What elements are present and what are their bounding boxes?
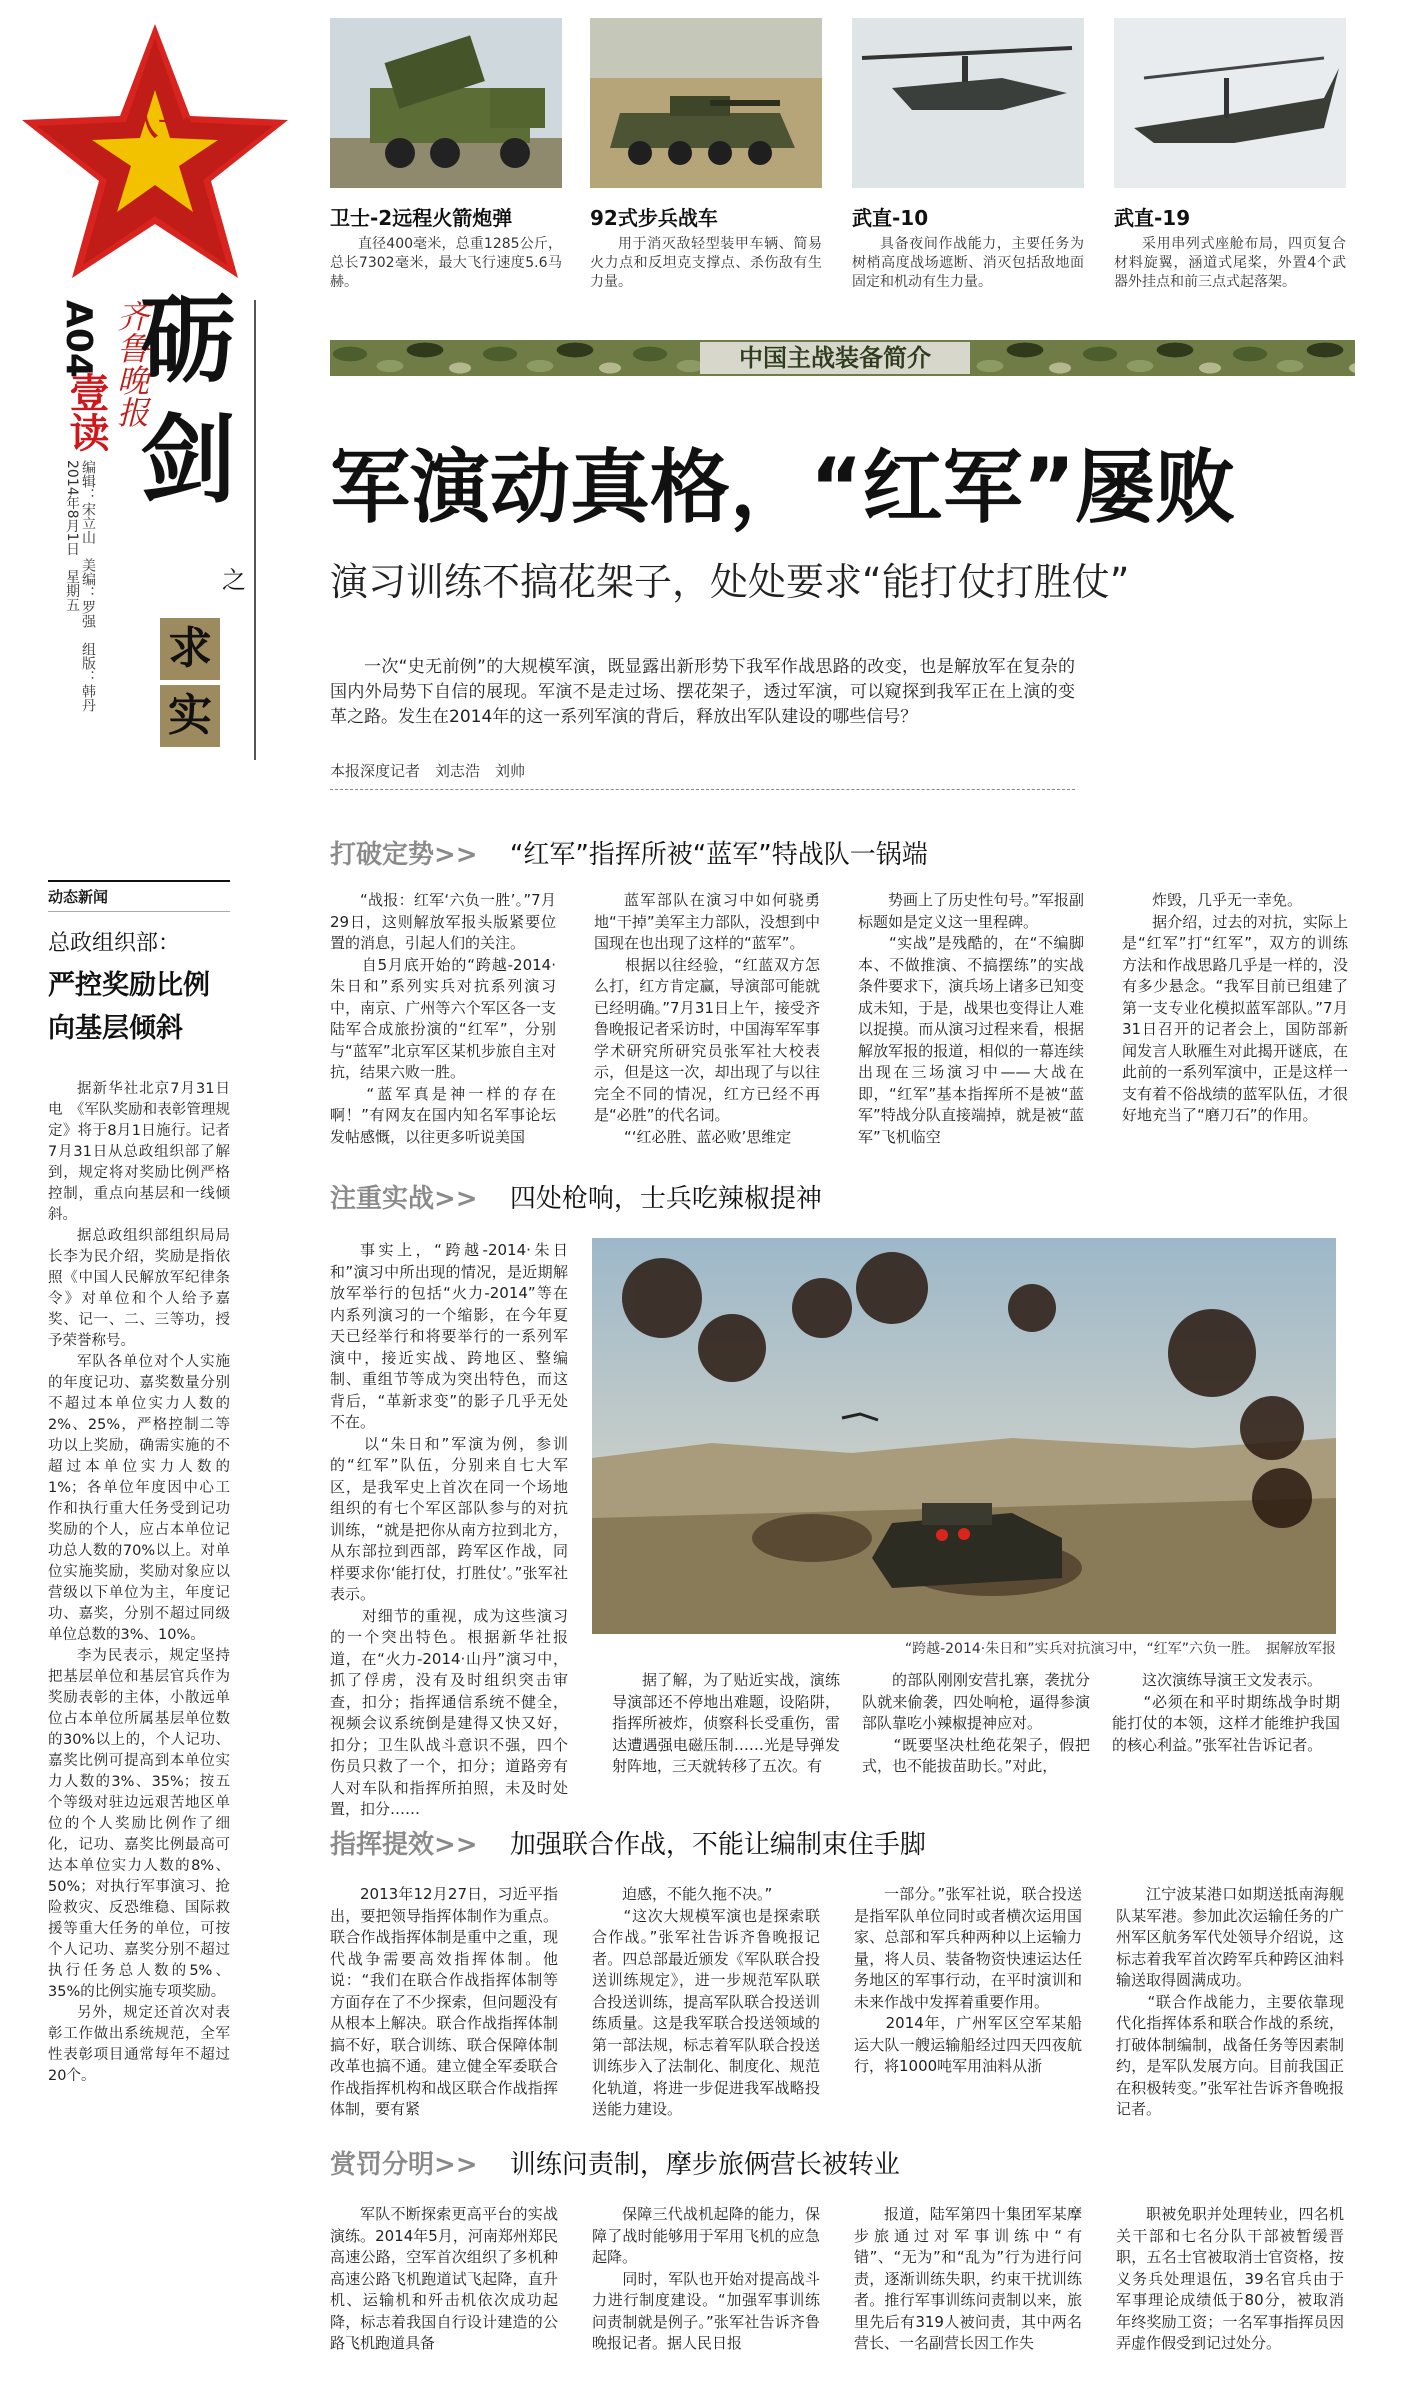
- camo-banner-label: 中国主战装备简介: [700, 342, 970, 374]
- infantry-vehicle-photo: [590, 18, 822, 188]
- equipment-desc: 采用串列式座舱布局，四页复合材料旋翼，涵道式尾桨，外置4个武器外挂点和前三点式起落架。: [1114, 236, 1346, 290]
- masthead: [0, 0, 270, 800]
- headline: 军演动真格，“红军”屡败: [330, 441, 1236, 534]
- section-kicker: 注重实战>>: [330, 1184, 478, 1214]
- section-kicker: 指挥提效>>: [330, 1830, 478, 1860]
- helicopter-wz19-photo: [1114, 18, 1346, 188]
- article-column: 江宁波某港口如期送抵南海舰队某军港。参加此次运输任务的广州军区航务军代处领导介绍说，这标志着我军首次跨军兵种跨区油料输送取得圆满成功。 “联合作战能力，主要依靠现代化指挥体系和联合作战的系统，打破体制编制，战备任务等因素制约，是军队发展方向。目前我国正在积极转变。”张军社告诉齐鲁晚报记者。: [1116, 1885, 1344, 2118]
- column-title-1: 砺: [140, 283, 236, 396]
- masthead-rule: [254, 300, 256, 760]
- article-column: 职被免职并处理转业，四名机关干部和七名分队干部被暂缓晋职，五名士官被取消士官资格，按义务兵处理退伍，39名官兵由于军事理论成绩低于80分，被取消年终奖励工资；一名军事指挥员因弄虚作假受到记过处分。: [1116, 2205, 1344, 2352]
- equipment-title: 武直-19: [1114, 206, 1191, 230]
- article-column: 的部队刚刚安营扎寨，袭扰分队就来偷袭，四处响枪，逼得参演部队靠吃小辣椒提神应对。 “既要坚决杜绝花架子，假把式，也不能拔苗助长。”对此，: [862, 1671, 1090, 1775]
- sidebar-news: [48, 880, 230, 2087]
- sidebar-paragraph: 据新华社北京7月31日电 《军队奖励和表彰管理规定》将于8月1日施行。记者7月31日从总政组织部了解到，规定将对奖励比例严格控制，重点向基层和一线倾斜。: [48, 1081, 230, 1223]
- star-emblem-text: 八一: [124, 104, 192, 144]
- section-kicker: 赏罚分明>>: [330, 2150, 478, 2180]
- article-column: 蓝军部队在演习中如何骁勇地“干掉”美军主力部队，没想到中国现在也出现了这样的“蓝军”。 根据以往经验，“红蓝双方怎么打，红方肯定赢，导演部可能就已经明确。”7月31日上午，接受齐鲁晚报记者采访时，中国海军军事学术研究所研究员张军社大校表示，但是这一次，却出现了与以往完全不同的情况，红方已经不再是“必胜”的代名词。 “‘红必胜、蓝必败’思维定: [594, 891, 820, 1146]
- sidebar-paragraph: 据总政组织部组织局局长李为民介绍，奖励是指依照《中国人民解放军纪律条令》对单位和个人给予嘉奖、记一、二、三等功，授予荣誉称号。: [48, 1228, 230, 1349]
- sidebar-title-line1: 严控奖励比例: [48, 970, 210, 1001]
- equipment-title: 卫士-2远程火箭炮弹: [330, 206, 513, 230]
- equipment-title: 武直-10: [852, 206, 929, 230]
- sidebar-body: [48, 1079, 230, 2087]
- section-heading: [330, 834, 1360, 871]
- sidebar-paragraph: 李为民表示，规定坚持把基层单位和基层官兵作为奖励表彰的主体，小散远单位占本单位所属基层单位数的30%以上的，个人记功、嘉奖比例可提高到本单位实力人数的3%、35%；按五个等级对驻边远艰苦地区单位的个人奖励比例作了细化，记功、嘉奖比例最高可达本单位实力人数的8%、50%；对执行军事演习、抢险救灾、反恐维稳、国际救援等重大任务的单位，可按个人记功、嘉奖分别不超过执行任务总人数的5%、35%的比例实施专项奖励。: [48, 1648, 230, 2000]
- equipment-desc: 具备夜间作战能力，主要任务为树梢高度战场遮断、消灭包括敌地面固定和机动有生力量。: [852, 236, 1084, 290]
- sidebar-paragraph: 另外，规定还首次对表彰工作做出系统规范，全军性表彰项目通常每年不超过20个。: [48, 2005, 230, 2084]
- column-title-2: 剑: [140, 403, 236, 516]
- helicopter-wz10-photo: [852, 18, 1084, 188]
- article-column: 一部分。”张军社说，联合投送是指军队单位同时或者横次运用国家、总部和军兵种两种以上运输力量，将人员、装备物资快速运达任务地区的军事行动，在平时演训和未来作战中发挥着重要作用。 2014年，广州军区空军某船运大队一艘运输船经过四天四夜航行，将1000吨军用油料从浙: [854, 1885, 1082, 2075]
- column-zhi: 之: [222, 566, 246, 594]
- article-column: 这次演练导演王文发表示。 “必须在和平时期练战争时期能打仗的本领，这样才能维护我国的核心利益。”张军社告诉记者。: [1112, 1671, 1340, 1754]
- rocket-launcher-photo: [330, 18, 562, 188]
- section-heading: [330, 1824, 1360, 1861]
- equipment-item: [590, 18, 822, 292]
- sidebar-paragraph: 军队各单位对个人实施的年度记功、嘉奖数量分别不超过本单位实力人数的2%、25%，严格控制二等功以上奖励，确需实施的不超过本单位实力人数的1%；各单位年度因中心工作和执行重大任务受到记功奖励的个人，应占本单位记功总人数的70%以上。对单位实施奖励，奖励对象应以营级以下单位为主，年度记功、嘉奖，分别不超过同级单位总数的3%、10%。: [48, 1354, 230, 1643]
- camo-banner: [330, 340, 1355, 376]
- article-column: 据了解，为了贴近实战，演练导演部还不停地出难题，设陷阱，指挥所被炸，侦察科长受重伤，雷达遭遇强电磁压制……光是导弹发射阵地，三天就转移了五次。有: [612, 1671, 840, 1775]
- section-title: “红军”指挥所被“蓝军”特战队一锅端: [509, 840, 928, 870]
- article-column: 炸毁，几乎无一幸免。 据介绍，过去的对抗，实际上是“红军”打“红军”，双方的训练方法和作战思路几乎是一样的，没有多少悬念。“我军目前已组建了第一支专业化模拟蓝军部队。”7月31日召开的记者会上，国防部新闻发言人耿雁生对此揭开谜底，在此前的一系列军演中，正是这样一支有着不俗战绩的蓝军队伍，才很好地充当了“磨刀石”的作用。: [1122, 891, 1348, 1124]
- article-column: 迫感，不能久拖不决。” “这次大规模军演也是探索联合作战。”张军社告诉齐鲁晚报记者。四总部最近颁发《军队联合投送训练规定》，进一步规范军队联合投送训练，提高军队联合投送训练质量。这是我军联合投送领域的第一部法规，标志着军队联合投送训练步入了法制化、制度化、规范化轨道，将进一步促进我军战略投送能力建设。: [592, 1885, 820, 2118]
- article-column: 事实上，“跨越-2014·朱日和”演习中所出现的情况，是近期解放军举行的包括“火力-2014”等在内系列演习的一个缩影，在今年夏天已经举行和将要举行的一系列军演中，接近实战、跨地区、整编制、重组节等成为突出特色，而这背后，“革新求变”的影子几乎无处不在。 以“朱日和”军演为例，参训的“红军”队伍，分别来自七大军区，是我军史上首次在同一个场地组织的有七个军区部队参与的对抗训练，“就是把你从南方拉到北方，从东部拉到西部，跨军区作战，同样要求你‘能打仗，打胜仗’。”张军社表示。 对细节的重视，成为这些演习的一个突出特色。根据新华社报道，在“火力-2014·山丹”演习中，抓了俘虏，没有及时组织突击审查，扣分；指挥通信系统不健全，视频会议系统倒是建得又快又好，扣分；卫生队战斗意识不强，四个伤员只救了一个，扣分；道路旁有人对车队和指挥所拍照，未及时处置，扣分……: [330, 1241, 568, 1818]
- article-column: 报道，陆军第四十集团军某摩步旅通过对军事训练中“有错”、“无为”和“乱为”行为进行问责，逐渐训练失职，约束干扰训练者。推行军事训练问责制以来，旅里先后有319人被问责，其中两名营长、一名副营长因工作失: [854, 2205, 1082, 2352]
- section-kicker: 打破定势>>: [330, 840, 478, 870]
- sidebar-title-line2: 向基层倾斜: [48, 1013, 183, 1044]
- lead-paragraph: 一次“史无前例”的大规模军演，既显露出新形势下我军作战思路的改变，也是解放军在复杂的国内外局势下自信的展现。军演不是走过场、摆花架子，透过军演，可以窥探到我军正在上演的变革之路。发生在2014年的这一系列军演的背后，释放出军队建设的哪些信号？: [330, 657, 1075, 727]
- byline: 本报深度记者 刘志浩 刘帅: [330, 760, 1075, 790]
- article-column: 势画上了历史性句号。”军报副标题如是定义这一里程碑。 “实战”是残酷的，在“不编脚本、不做推演、不搞摆练”的实战条件要求下，演兵场上诸多已知变成未知，于是，战果也变得让人难以捉摸。而从演习过程来看，根据解放军报的报道，相似的一幕连续出现在三场演习中——大战在即，“红军”基本指挥所不是被“蓝军”特战分队直接端掉，就是被“蓝军”飞机临空: [858, 891, 1084, 1146]
- section4-body: [330, 2204, 1360, 2379]
- section-title: 训练问责制，摩步旅俩营长被转业: [509, 2150, 900, 2180]
- equipment-item: [852, 18, 1084, 292]
- equipment-title: 92式步兵战车: [590, 206, 718, 230]
- article-column: 保障三代战机起降的能力，保障了战时能够用于军用飞机的应急起降。 同时，军队也开始对提高战斗力进行制度建设。“加强军事训练问责制就是例子。”张军社告诉齐鲁晚报记者。据人民日报: [592, 2205, 820, 2352]
- exercise-photo: [592, 1238, 1336, 1634]
- editors: 编辑：宋立山 美编：罗强 组版：韩丹: [80, 460, 96, 712]
- subheadline: 演习训练不搞花架子，处处要求“能打仗打胜仗”: [330, 560, 1130, 604]
- date: 2014年8月1日 星期五: [64, 460, 80, 612]
- page-name: 壹读: [63, 372, 109, 452]
- section-heading: [330, 1178, 1360, 1215]
- equipment-item: [1114, 18, 1346, 292]
- sidebar-section-label: 动态新闻: [48, 880, 230, 912]
- sidebar-kicker: 总政组织部：: [48, 931, 181, 956]
- article-column: “战报：红军‘六负一胜’。”7月29日，这则解放军报头版紧要位置的消息，引起人们的关注。 自5月底开始的“跨越-2014·朱日和”系列实兵对抗系列演习中，南京、广州等六个军区各一支陆军合成旅扮演的“红军”，分别与“蓝军”北京军区某机步旅自主对抗，结果六败一胜。 “蓝军真是神一样的存在啊！”有网友在国内知名军事论坛发帖感慨，以往更多听说美国: [330, 891, 556, 1146]
- paper-name: 齐鲁晚报: [112, 300, 150, 428]
- equipment-desc: 直径400毫米，总重1285公斤，总长7302毫米，最大飞行速度5.6马赫。: [330, 236, 562, 290]
- column-sub-1: 求: [160, 618, 220, 680]
- red-star-emblem: [18, 20, 293, 285]
- section-title: 加强联合作战，不能让编制束住手脚: [509, 1830, 926, 1860]
- equipment-item: [330, 18, 562, 292]
- page-number: A04: [58, 300, 99, 378]
- equipment-desc: 用于消灭敌轻型装甲车辆、简易火力点和反坦克支撑点、杀伤敌有生力量。: [590, 236, 822, 290]
- photo-caption: “跨越-2014·朱日和”实兵对抗演习中，“红军”六负一胜。 据解放军报: [904, 1641, 1336, 1657]
- equipment-strip: [330, 18, 1360, 318]
- article-column: 2013年12月27日，习近平指出，要把领导指挥体制作为重点。联合作战指挥体制是重中之重，现代战争需要高效指挥体制。他说：“我们在联合作战指挥体制等方面存在了不少探索，但问题没有从根本上解决。联合作战指挥体制搞不好，联合训练、联合保障体制改革也搞不通。建立健全军委联合作战指挥机构和战区联合作战指挥体制，要有紧: [330, 1885, 558, 2118]
- section-title: 四处枪响，士兵吃辣椒提神: [509, 1184, 822, 1214]
- article-column: 军队不断探索更高平台的实战演练。2014年5月，河南郑州郑民高速公路，空军首次组织了多机种高速公路飞机跑道试飞起降，直升机、运输机和歼击机依次成功起降，标志着我国自行设计建造的公路飞机跑道具备: [330, 2205, 558, 2352]
- column-sub-2: 实: [160, 685, 220, 747]
- section-heading: [330, 2144, 1360, 2181]
